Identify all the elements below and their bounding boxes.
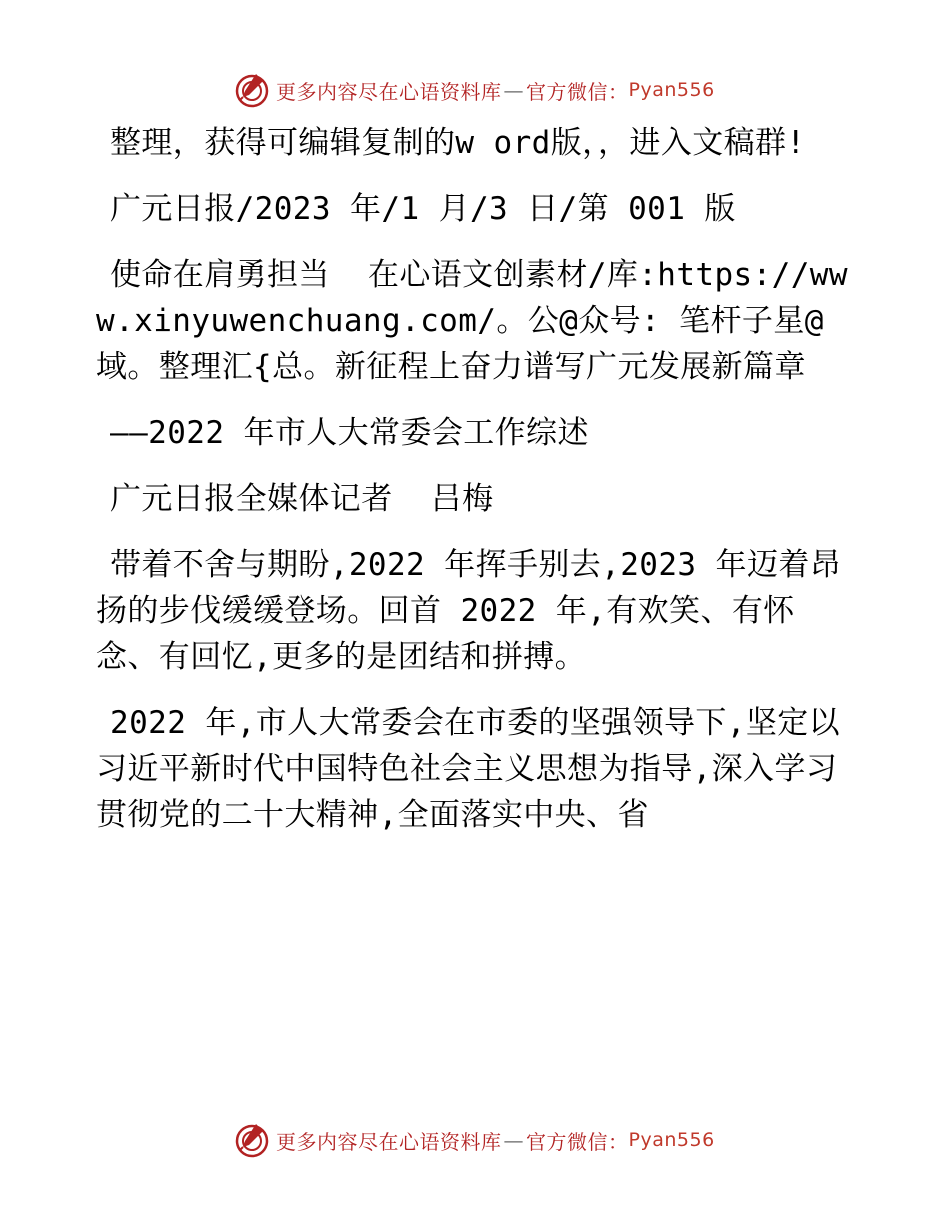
paragraph-byline: 广元日报全媒体记者 吕梅	[110, 481, 494, 517]
watermark-wechat-label: 官方微信：	[526, 79, 629, 104]
header-watermark-banner	[232, 70, 715, 110]
watermark-separator: —	[503, 78, 524, 102]
watermark-promo-text: 更多内容尽在心语资料库	[276, 1129, 502, 1154]
watermark-separator: —	[503, 1128, 524, 1152]
paragraph-headline: 使命在肩勇担当 在心语文创素材/库:https://www.xinyuwenchuang.com/。公@众号: 笔杆子星@域。整理汇{总。新征程上奋力谱写广元发展新篇章	[96, 257, 848, 385]
pen-logo-icon	[232, 70, 272, 110]
paragraph-publication-info: 广元日报/2023 年/1 月/3 日/第 001 版	[110, 191, 736, 227]
paragraph-subtitle: ——2022 年市人大常委会工作综述	[110, 415, 589, 451]
document-body	[96, 120, 856, 858]
pen-logo-icon	[232, 1120, 272, 1160]
footer-watermark-banner	[232, 1120, 715, 1160]
paragraph-intro: 整理，获得可编辑复制的w ord版，，进入文稿群!	[110, 125, 806, 161]
watermark-promo-text: 更多内容尽在心语资料库	[276, 79, 502, 104]
paragraph-body-1: 带着不舍与期盼,2022 年挥手别去,2023 年迈着昂扬的步伐缓缓登场。回首 2022 年,有欢笑、有怀念、有回忆,更多的是团结和拼搏。	[96, 547, 842, 675]
watermark-wechat-label: 官方微信：	[526, 1129, 629, 1154]
paragraph-body-2: 2022 年,市人大常委会在市委的坚强领导下,坚定以习近平新时代中国特色社会主义思想为指导,深入学习贯彻党的二十大精神,全面落实中央、省	[96, 705, 841, 833]
watermark-wechat-id: Pyan556	[628, 79, 715, 101]
watermark-wechat-id: Pyan556	[628, 1129, 715, 1151]
